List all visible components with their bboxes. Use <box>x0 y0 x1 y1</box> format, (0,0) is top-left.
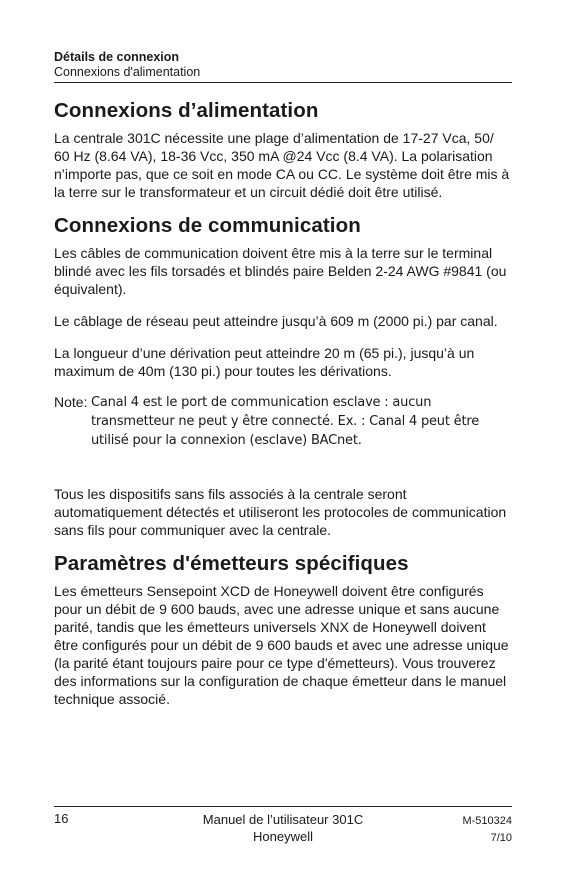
footer-center <box>54 811 512 845</box>
paragraph-power: La centrale 301C nécessite une plage d’alimentation de 17-27 Vca, 50/ 60 Hz (8.64 VA), 18-36 Vcc, 350 mA @24 Vcc (8.4 VA). La polarisation n’importe pas, que ce soit en mode CA ou CC. Le système doit être mis à la terre sur le transformateur et un circuit dédié doit être utilisé. <box>54 130 510 200</box>
page-content <box>54 98 512 708</box>
footer-doc-info <box>462 813 512 847</box>
paragraph-network-wiring: Le câblage de réseau peut atteindre jusqu’à 609 m (2000 pi.) par canal. <box>54 313 498 329</box>
running-header <box>54 50 512 80</box>
paragraph-branch-length: La longueur d’une dérivation peut atteindre 20 m (65 pi.), jusqu’à un maximum de 40m (130 pi.) pour toutes les dérivations. <box>54 345 475 379</box>
footer-manual-title: Manuel de l’utilisateur 301C <box>202 812 364 827</box>
heading-power-connections: Connexions d’alimentation <box>54 99 319 122</box>
note-block <box>54 393 512 450</box>
header-title: Détails de connexion <box>54 50 180 64</box>
footer-doc-date: 7/10 <box>490 832 512 844</box>
heading-communication-connections: Connexions de communication <box>54 214 361 237</box>
paragraph-transmitters: Les émetteurs Sensepoint XCD de Honeywell doivent être configurés pour un débit de 9 600 bauds, avec une adresse unique et sans aucune parité, tandis que les émetteurs universels XNX de Honeywell doivent être configurés pour un débit de 9 600 bauds et avec une adresse unique (la parité étant toujours paire pour ce type d'émetteurs). Vous trouverez des informations sur la configuration de chaque émetteur dans le manuel technique associé. <box>54 583 509 707</box>
header-subtitle: Connexions d'alimentation <box>54 65 201 79</box>
note-text: Canal 4 est le port de communication esclave : aucun transmetteur ne peut y être connecté. Ex. : Canal 4 peut être utilisé pour la connexion (esclave) BACnet. <box>91 395 480 448</box>
paragraph-communication-cables: Les câbles de communication doivent être mis à la terre sur le terminal blindé avec les fils torsadés et blindés paire Belden 2-24 AWG #9841 (ou équivalent). <box>54 245 507 297</box>
footer-company: Honeywell <box>253 829 313 844</box>
paragraph-wireless-devices: Tous les dispositifs sans fils associés à la centrale seront automatiquement détectés et utiliseront les protocoles de communication sans fils pour communiquer avec la centrale. <box>54 486 507 538</box>
header-rule <box>54 82 512 83</box>
note-label: Note: <box>54 394 88 410</box>
heading-transmitter-parameters: Paramètres d'émetteurs spécifiques <box>54 552 409 575</box>
footer-doc-number: M-510324 <box>462 815 512 827</box>
footer-rule <box>54 806 512 807</box>
page-footer <box>54 811 512 851</box>
footer-page-number: 16 <box>54 811 69 826</box>
document-page <box>54 0 512 892</box>
